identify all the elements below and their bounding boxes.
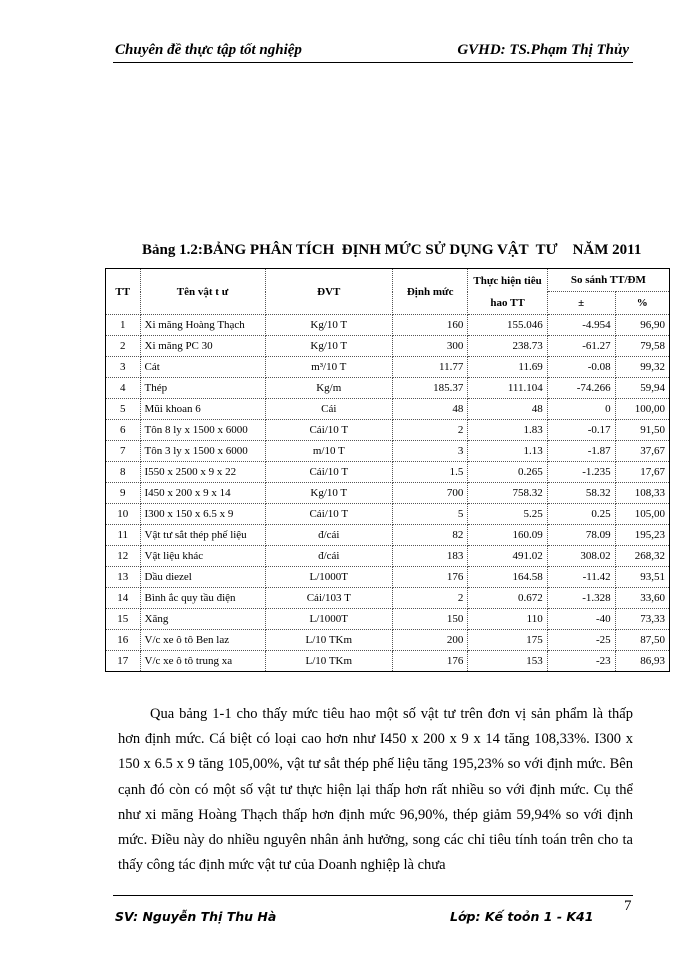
col-header-unit: ĐVT: [265, 269, 392, 315]
cell-tt: 17: [106, 651, 141, 672]
cell-actual: 0.265: [468, 462, 547, 483]
cell-tt: 5: [106, 399, 141, 420]
cell-tt: 6: [106, 420, 141, 441]
cell-tt: 9: [106, 483, 141, 504]
cell-unit: Cái/10 T: [265, 462, 392, 483]
cell-tt: 11: [106, 525, 141, 546]
cell-tt: 10: [106, 504, 141, 525]
table-row: [106, 315, 670, 336]
table-row: [106, 483, 670, 504]
cell-pct: 79,58: [615, 336, 669, 357]
page-footer: [113, 895, 633, 932]
cell-norm: 48: [392, 399, 467, 420]
cell-diff: 308.02: [547, 546, 615, 567]
cell-diff: -1.235: [547, 462, 615, 483]
cell-norm: 160: [392, 315, 467, 336]
table-row: [106, 441, 670, 462]
cell-diff: -1.328: [547, 588, 615, 609]
cell-norm: 1.5: [392, 462, 467, 483]
col-header-name: Tên vật t ư: [140, 269, 265, 315]
footer-student: SV: Nguyễn Thị Thu Hà: [115, 909, 277, 924]
cell-pct: 91,50: [615, 420, 669, 441]
cell-name: Bình ắc quy tầu điện: [140, 588, 265, 609]
cell-pct: 33,60: [615, 588, 669, 609]
cell-diff: -61.27: [547, 336, 615, 357]
cell-tt: 16: [106, 630, 141, 651]
cell-actual: 11.69: [468, 357, 547, 378]
cell-norm: 150: [392, 609, 467, 630]
cell-unit: L/10 TKm: [265, 630, 392, 651]
cell-norm: 176: [392, 567, 467, 588]
cell-norm: 200: [392, 630, 467, 651]
cell-pct: 108,33: [615, 483, 669, 504]
cell-norm: 700: [392, 483, 467, 504]
table-row: [106, 525, 670, 546]
cell-norm: 3: [392, 441, 467, 462]
table-row: [106, 420, 670, 441]
header-title: Chuyên đề thực tập tốt nghiệp: [115, 42, 302, 58]
col-header-actual-line2: hao TT: [490, 296, 525, 309]
cell-norm: 11.77: [392, 357, 467, 378]
cell-pct: 73,33: [615, 609, 669, 630]
cell-actual: 153: [468, 651, 547, 672]
cell-name: Cát: [140, 357, 265, 378]
cell-unit: Kg/m: [265, 378, 392, 399]
cell-name: Vật tư sắt thép phế liệu: [140, 525, 265, 546]
cell-unit: Cái/10 T: [265, 420, 392, 441]
cell-unit: Cái: [265, 399, 392, 420]
table-row: [106, 399, 670, 420]
table-row: [106, 651, 670, 672]
cell-unit: m/10 T: [265, 441, 392, 462]
cell-tt: 4: [106, 378, 141, 399]
paragraph-text: Qua bảng 1-1 cho thấy mức tiêu hao một số vật tư trên đơn vị sản phẩm là thấp hơn định mức. Cá biệt có loại cao hơn như I450 x 200 x 9 x 14 tăng 108,33%. I300 x 150 x 6.5 x 9 tăng 105,00%, vật tư sắt thép phế liệu tăng 195,23% so với định mức. Bên cạnh đó còn có một số vật tư thực hiện lại thấp hơn rất nhiều so với định mức. Cụ thể như xi măng Hoàng Thạch thấp hơn định mức 96,90%, thép giảm 59,94% so với định mức. Điều này do nhiều nguyên nhân ảnh hưởng, song các chỉ tiêu tính toán trên cho ta thấy công tác định mức vật tư của Doanh nghiệp là chưa: [118, 706, 633, 874]
cell-unit: m³/10 T: [265, 357, 392, 378]
cell-actual: 0.672: [468, 588, 547, 609]
cell-actual: 111.104: [468, 378, 547, 399]
col-header-actual: [468, 269, 547, 315]
cell-actual: 160.09: [468, 525, 547, 546]
cell-norm: 185.37: [392, 378, 467, 399]
cell-pct: 195,23: [615, 525, 669, 546]
table-row: [106, 336, 670, 357]
cell-name: Tôn 3 ly x 1500 x 6000: [140, 441, 265, 462]
cell-actual: 5.25: [468, 504, 547, 525]
page-header: [113, 40, 633, 63]
cell-norm: 300: [392, 336, 467, 357]
table-row: [106, 504, 670, 525]
cell-actual: 164.58: [468, 567, 547, 588]
cell-diff: 58.32: [547, 483, 615, 504]
cell-norm: 176: [392, 651, 467, 672]
cell-diff: -4.954: [547, 315, 615, 336]
cell-name: I550 x 2500 x 9 x 22: [140, 462, 265, 483]
page-number: 7: [624, 898, 632, 914]
table-row: [106, 546, 670, 567]
cell-tt: 12: [106, 546, 141, 567]
cell-pct: 100,00: [615, 399, 669, 420]
cell-tt: 13: [106, 567, 141, 588]
cell-diff: -25: [547, 630, 615, 651]
cell-actual: 175: [468, 630, 547, 651]
cell-pct: 86,93: [615, 651, 669, 672]
cell-unit: Kg/10 T: [265, 336, 392, 357]
cell-tt: 3: [106, 357, 141, 378]
table-title: Bảng 1.2:BẢNG PHÂN TÍCH ĐỊNH MỨC SỬ DỤNG VẬT TƯ NĂM 2011: [142, 242, 642, 258]
cell-unit: Kg/10 T: [265, 483, 392, 504]
cell-name: Xăng: [140, 609, 265, 630]
table-row: [106, 588, 670, 609]
cell-unit: Cái/10 T: [265, 504, 392, 525]
cell-pct: 268,32: [615, 546, 669, 567]
cell-name: Vật liệu khác: [140, 546, 265, 567]
cell-unit: L/10 TKm: [265, 651, 392, 672]
header-supervisor: GVHD: TS.Phạm Thị Thủy: [457, 42, 629, 58]
footer-class: Lớp: Kế toỏn 1 - K41: [450, 909, 594, 924]
cell-pct: 93,51: [615, 567, 669, 588]
cell-pct: 87,50: [615, 630, 669, 651]
cell-name: Xi măng PC 30: [140, 336, 265, 357]
cell-actual: 238.73: [468, 336, 547, 357]
table-row: [106, 567, 670, 588]
table-row: [106, 357, 670, 378]
cell-diff: -1.87: [547, 441, 615, 462]
cell-norm: 5: [392, 504, 467, 525]
cell-unit: L/1000T: [265, 609, 392, 630]
cell-tt: 7: [106, 441, 141, 462]
cell-norm: 2: [392, 588, 467, 609]
cell-name: Thép: [140, 378, 265, 399]
table-body: [106, 315, 670, 672]
cell-diff: -0.08: [547, 357, 615, 378]
cell-actual: 491.02: [468, 546, 547, 567]
cell-unit: L/1000T: [265, 567, 392, 588]
cell-diff: 78.09: [547, 525, 615, 546]
material-norm-table: [105, 268, 670, 672]
cell-name: Dầu diezel: [140, 567, 265, 588]
col-header-actual-line1: Thực hiện tiêu: [473, 274, 542, 287]
cell-diff: 0: [547, 399, 615, 420]
cell-pct: 105,00: [615, 504, 669, 525]
cell-diff: 0.25: [547, 504, 615, 525]
cell-actual: 758.32: [468, 483, 547, 504]
col-header-norm: Định mức: [392, 269, 467, 315]
cell-name: I450 x 200 x 9 x 14: [140, 483, 265, 504]
cell-diff: -74.266: [547, 378, 615, 399]
cell-tt: 14: [106, 588, 141, 609]
cell-tt: 8: [106, 462, 141, 483]
table-row: [106, 630, 670, 651]
cell-name: Mũi khoan 6: [140, 399, 265, 420]
cell-unit: đ/cái: [265, 546, 392, 567]
cell-norm: 183: [392, 546, 467, 567]
analysis-paragraph: [118, 702, 633, 878]
cell-actual: 48: [468, 399, 547, 420]
cell-pct: 17,67: [615, 462, 669, 483]
col-header-compare: So sánh TT/ĐM: [547, 269, 669, 292]
cell-tt: 1: [106, 315, 141, 336]
cell-actual: 1.13: [468, 441, 547, 462]
cell-diff: -23: [547, 651, 615, 672]
table-row: [106, 378, 670, 399]
cell-actual: 110: [468, 609, 547, 630]
cell-actual: 1.83: [468, 420, 547, 441]
cell-norm: 2: [392, 420, 467, 441]
cell-name: I300 x 150 x 6.5 x 9: [140, 504, 265, 525]
cell-name: V/c xe ô tô Ben laz: [140, 630, 265, 651]
cell-pct: 59,94: [615, 378, 669, 399]
cell-name: Xi măng Hoàng Thạch: [140, 315, 265, 336]
cell-pct: 96,90: [615, 315, 669, 336]
cell-diff: -0.17: [547, 420, 615, 441]
cell-unit: Cái/103 T: [265, 588, 392, 609]
col-header-tt: TT: [106, 269, 141, 315]
cell-diff: -40: [547, 609, 615, 630]
cell-tt: 2: [106, 336, 141, 357]
table-row: [106, 609, 670, 630]
cell-name: V/c xe ô tô trung xa: [140, 651, 265, 672]
cell-norm: 82: [392, 525, 467, 546]
cell-actual: 155.046: [468, 315, 547, 336]
cell-unit: Kg/10 T: [265, 315, 392, 336]
cell-diff: -11.42: [547, 567, 615, 588]
cell-unit: đ/cái: [265, 525, 392, 546]
cell-pct: 37,67: [615, 441, 669, 462]
table-row: [106, 462, 670, 483]
col-header-pct: %: [615, 292, 669, 315]
cell-pct: 99,32: [615, 357, 669, 378]
cell-tt: 15: [106, 609, 141, 630]
col-header-diff: ±: [547, 292, 615, 315]
cell-name: Tôn 8 ly x 1500 x 6000: [140, 420, 265, 441]
